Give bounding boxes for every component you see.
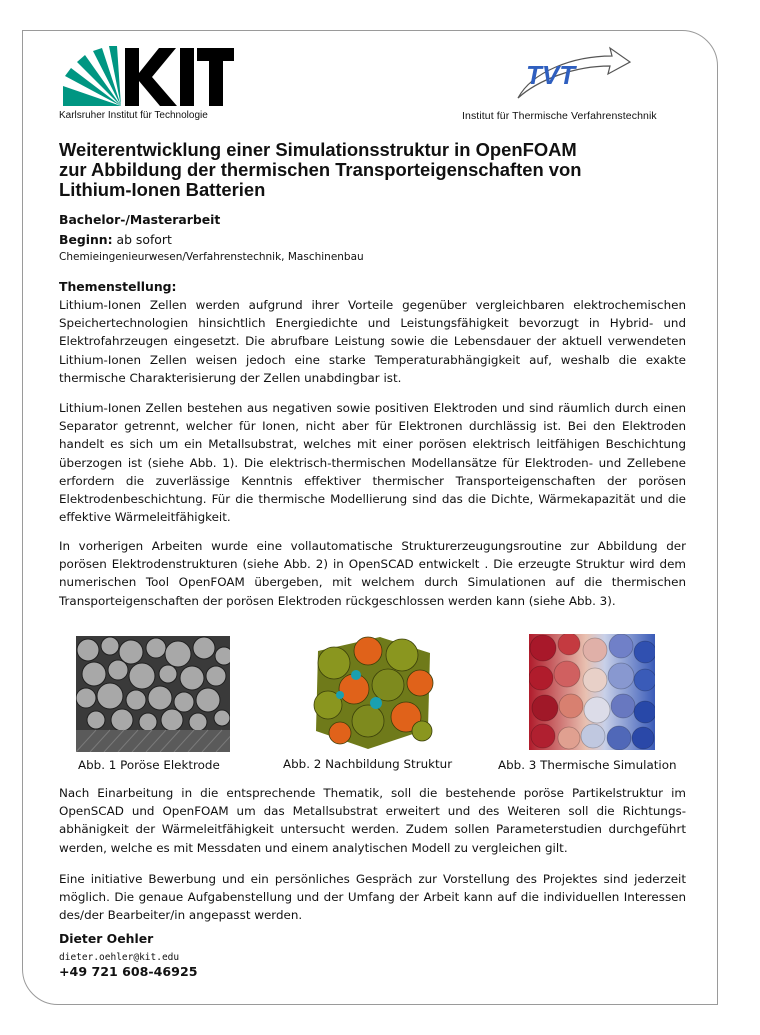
start-line	[59, 232, 172, 247]
title-line-2: zur Abbildung der thermischen Transporteigenschaften von	[59, 159, 582, 180]
figure-caption-3: Abb. 3 Thermische Simulation	[498, 758, 677, 772]
contact-name: Dieter Oehler	[59, 931, 154, 946]
page-title	[59, 140, 699, 200]
figure-thermal-simulation	[529, 634, 655, 750]
title-line-1: Weiterentwicklung einer Simulationsstruktur in OpenFOAM	[59, 139, 577, 160]
figure-caption-1: Abb. 1 Poröse Elektrode	[78, 758, 220, 772]
contact-phone[interactable]: +49 721 608-46925	[59, 964, 198, 979]
paragraph-2: Lithium-Ionen Zellen bestehen aus negativen sowie positiven Elektroden und sind räumlich durch einen Separator getrennt, welcher für Ionen, nicht aber für Elektronen durchlässig ist. Bei den Elektroden handelt es sich um ein Metallsubstrat, welches mit einer porösen elektrisch leitfähigen Beschichtung überzogen ist (siehe Abb. 1). Die elektrisch-thermischen Modellansätze für Elektroden- und Zellebene erfordern die zuverlässige Kenntnis effektiver thermischer Transporteigenschaften der porösen Elektrodenbeschichtung. Für die thermische Modellierung sind das die Dichte, Wärmekapazität und die effektive Wärmeleitfähigkeit.	[59, 401, 686, 525]
figure-caption-2: Abb. 2 Nachbildung Struktur	[283, 757, 453, 771]
title-line-3: Lithium-Ionen Batterien	[59, 179, 266, 200]
thesis-type: Bachelor-/Masterarbeit	[59, 212, 221, 227]
tvt-logo	[514, 44, 632, 102]
paragraph-4: Nach Einarbeitung in die entsprechende Thematik, soll die bestehende poröse Partikelstruktur im OpenSCAD und OpenFOAM um das Metallsubstrat erweitert und des Weiteren soll die Richtungsabhänigkeit der Wärmeleitfähigkeit untersucht werden. Zudem sollen Parameterstudien durchgeführt werden, welche es mit Messdaten und einem analytischen Modell zu vergleichen gilt.	[59, 786, 686, 855]
figure-structure-reproduction	[310, 633, 436, 751]
kit-subtitle: Karlsruher Institut für Technologie	[59, 110, 208, 121]
start-value: ab sofort	[116, 232, 172, 247]
paragraph-3: In vorherigen Arbeiten wurde eine vollautomatische Strukturerzeugungsroutine zur Abbildung der porösen Elektrodenstrukturen (siehe Abb. 2) in OpenSCAD entwickelt . Die erzeugte Struktur wird dem numerischen Tool OpenFOAM übergeben, mit welchem durch Simulationen auf die thermischen Transporteigenschaften der porösen Elektroden rückgeschlossen werden kann (siehe Abb. 3).	[59, 539, 686, 608]
tvt-logo-text: TVT	[526, 60, 576, 90]
study-fields: Chemieingenieurwesen/Verfahrenstechnik, Maschinenbau	[59, 251, 364, 263]
tvt-subtitle: Institut für Thermische Verfahrenstechnik	[462, 110, 657, 122]
contact-email[interactable]: dieter.oehler@kit.edu	[59, 952, 180, 963]
start-label: Beginn:	[59, 232, 113, 247]
figure-porous-electrode	[76, 636, 230, 752]
paragraph-1: Lithium-Ionen Zellen werden aufgrund ihrer Vorteile gegenüber vergleichbaren elektrochemischen Speichertechnologien hinsichtlich Energiedichte und Leistungsfähigkeit bevorzugt in Hybrid- und Elektrofahrzeugen eingesetzt. Die abrufbare Leistung sowie die Lebensdauer der aktuell verwendeten Lithium-Ionen Zellen weisen jedoch eine starke Temperaturabhängigkeit auf, weshalb die exakte thermische Charakterisierung der Zellen unabdingbar ist.	[59, 298, 686, 385]
paragraph-5: Eine initiative Bewerbung und ein persönliches Gespräch zur Vorstellung des Projektes sind jederzeit möglich. Die genaue Aufgabenstellung und der Umfang der Arbeit kann auf die individuellen Interessen des/der Bearbeiter/in angepasst werden.	[59, 872, 686, 923]
kit-logo	[59, 46, 234, 108]
section-title: Themenstellung:	[59, 279, 177, 294]
